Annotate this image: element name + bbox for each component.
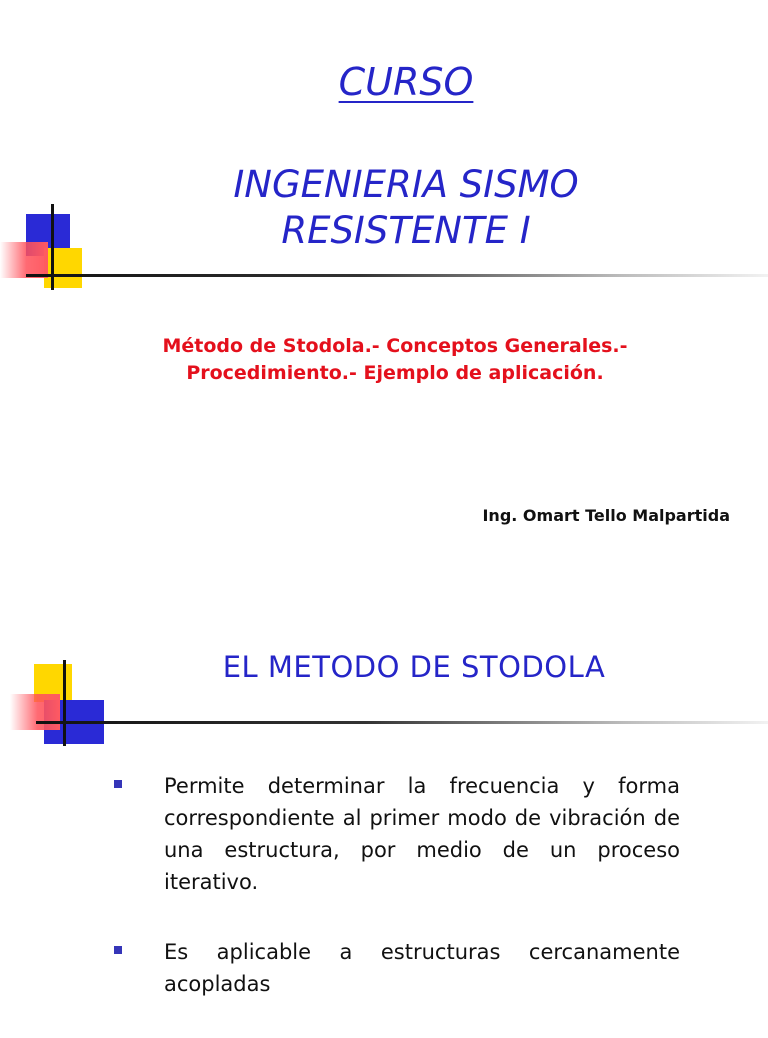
content-slide — [0, 620, 768, 1024]
slide-title: EL METODO DE STODOLA — [222, 650, 606, 684]
square-bullet-icon — [114, 780, 122, 788]
course-label: CURSO — [338, 60, 474, 104]
bullet-text: Es aplicable a estructuras cercanamente acopladas — [164, 940, 680, 996]
horizontal-line — [36, 721, 768, 724]
subtitle-line2: Procedimiento.- Ejemplo de aplicación. — [186, 362, 604, 384]
subtitle-line1: Método de Stodola.- Conceptos Generales.- — [162, 335, 628, 357]
yellow-square — [44, 248, 82, 288]
course-title-line1: INGENIERIA SISMO — [233, 163, 579, 206]
red-square — [10, 694, 60, 730]
list-item — [112, 936, 680, 1000]
course-title — [0, 162, 768, 254]
bullet-list — [112, 770, 680, 1038]
list-item — [112, 770, 680, 898]
author-name: Ing. Omart Tello Malpartida — [482, 506, 730, 525]
square-bullet-icon — [114, 946, 122, 954]
slide-subtitle — [60, 333, 730, 387]
bullet-text: Permite determinar la frecuencia y forma correspondiente al primer modo de vibración de una estructura, por medio de un proceso iterativo. — [164, 774, 680, 894]
course-title-line2: RESISTENTE I — [281, 209, 531, 252]
horizontal-line — [26, 274, 768, 277]
